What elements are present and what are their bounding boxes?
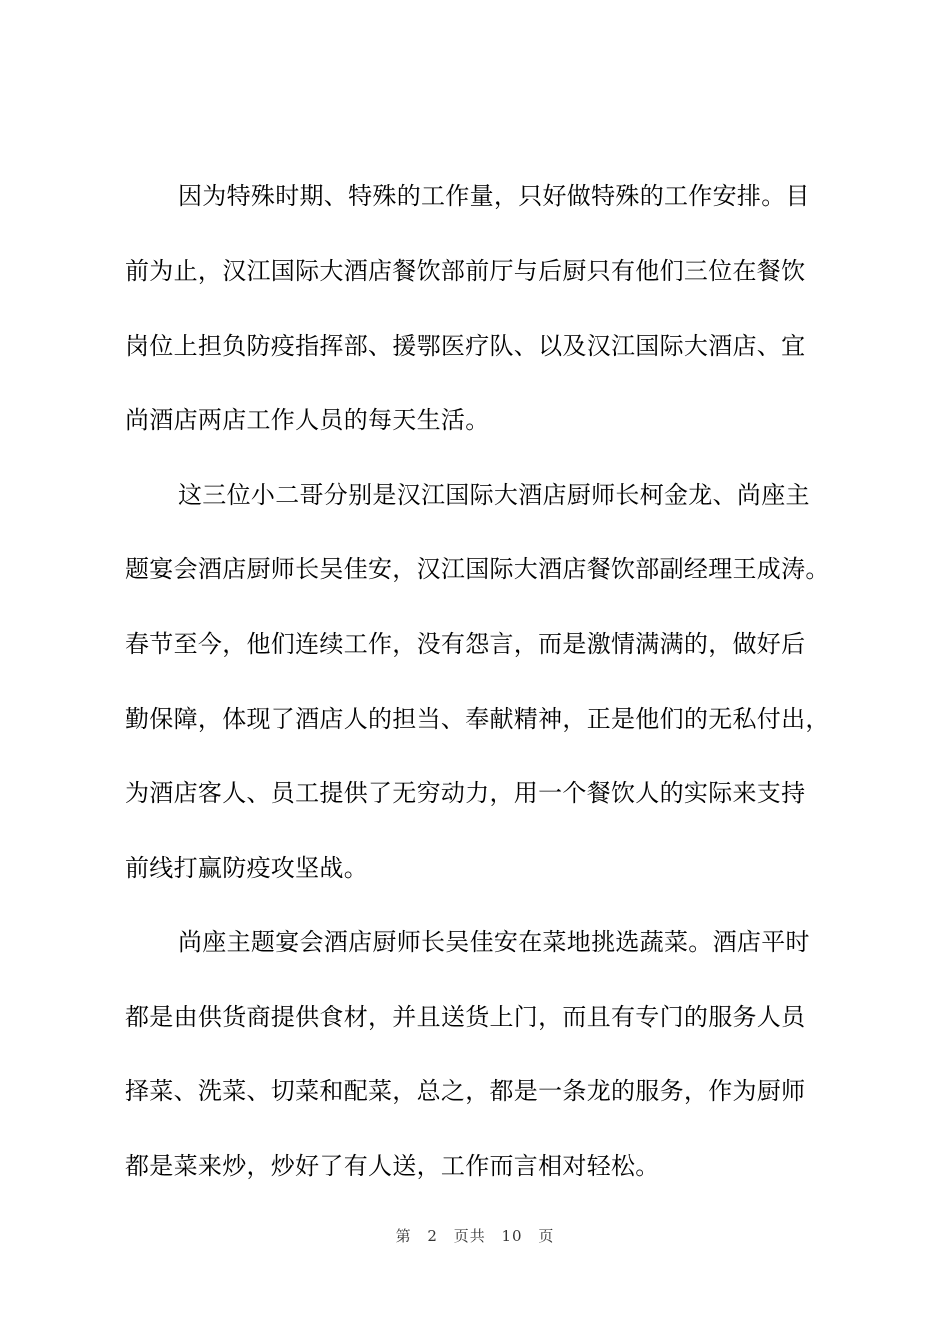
- paragraph-2-line-3: 春节至今，他们连续工作，没有怨言，而是激情满满的，做好后: [125, 630, 806, 658]
- paragraph-3-line-3: 择菜、洗菜、切菜和配菜，总之，都是一条龙的服务，作为厨师: [125, 1077, 806, 1105]
- paragraph-2-line-1: 这三位小二哥分别是汉江国际大酒店厨师长柯金龙、尚座主: [178, 481, 810, 509]
- paragraph-2-line-5: 为酒店客人、员工提供了无穷动力，用一个餐饮人的实际来支持: [125, 779, 806, 807]
- paragraph-2-line-6: 前线打赢防疫攻坚战。: [125, 854, 368, 882]
- paragraph-1-line-3: 岗位上担负防疫指挥部、援鄂医疗队、以及汉江国际大酒店、宜: [125, 332, 806, 360]
- paragraph-2-line-4: 勤保障，体现了酒店人的担当、奉献精神，正是他们的无私付出，: [125, 705, 830, 733]
- paragraph-2-line-2: 题宴会酒店厨师长吴佳安，汉江国际大酒店餐饮部副经理王成涛。: [125, 555, 830, 583]
- paragraph-1-line-1: 因为特殊时期、特殊的工作量，只好做特殊的工作安排。目: [178, 182, 810, 210]
- paragraph-3-line-4: 都是菜来炒，炒好了有人送，工作而言相对轻松。: [125, 1152, 660, 1180]
- paragraph-1-line-4: 尚酒店两店工作人员的每天生活。: [125, 406, 490, 434]
- paragraph-1-line-2: 前为止，汉江国际大酒店餐饮部前厅与后厨只有他们三位在餐饮: [125, 257, 806, 285]
- paragraph-3-line-1: 尚座主题宴会酒店厨师长吴佳安在菜地挑选蔬菜。酒店平时: [178, 928, 810, 956]
- page-footer: 第 2 页共 10 页: [395, 1227, 555, 1245]
- paragraph-3-line-2: 都是由供货商提供食材，并且送货上门，而且有专门的服务人员: [125, 1003, 806, 1031]
